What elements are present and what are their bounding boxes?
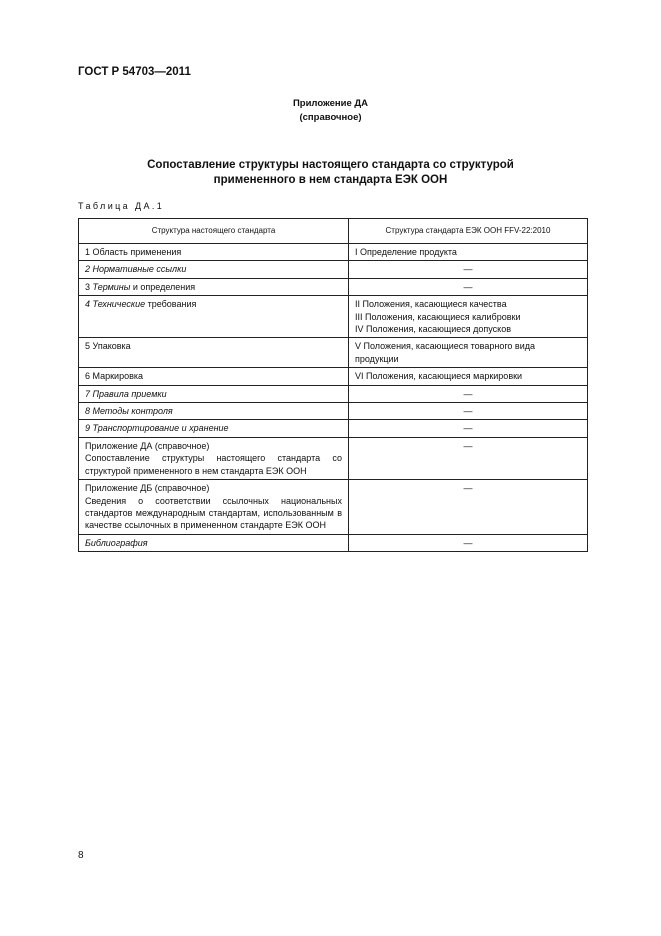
cell-text: V Положения, касающиеся товарного вида продукции: [355, 341, 535, 364]
cell-text: II Положения, касающиеся качества: [355, 299, 507, 310]
cell-national-section: [79, 385, 349, 402]
dash-placeholder: —: [463, 423, 473, 434]
structure-comparison-table: [78, 218, 588, 552]
table-row: [79, 385, 588, 402]
cell-text: 7 Правила приемки: [85, 388, 167, 399]
cell-unece-section: [349, 244, 588, 261]
dash-placeholder: —: [463, 281, 473, 292]
title-line-2: примененного в нем стандарта ЕЭК ООН: [213, 174, 448, 186]
table-row: [79, 480, 588, 535]
table-row: [79, 368, 588, 385]
cell-text: IV Положения, касающиеся допусков: [355, 324, 511, 335]
cell-unece-section: [349, 368, 588, 385]
cell-unece-section: [349, 420, 588, 437]
cell-text: Термины: [92, 281, 131, 292]
cell-text: I Определение продукта: [355, 247, 457, 257]
table-row: [79, 437, 588, 479]
cell-text: Сведения о соответствии ссылочных национальных стандартов международным стандартам, использованным в качестве ссылочных в примененном стандарте ЕЭК ООН: [85, 495, 342, 531]
document-header: ГОСТ Р 54703—2011: [78, 66, 191, 78]
cell-unece-section: [349, 480, 588, 535]
cell-national-section: [79, 368, 349, 385]
cell-text: 3: [85, 281, 93, 292]
cell-unece-section: [349, 437, 588, 479]
table-caption: Таблица ДА.1: [78, 201, 165, 211]
table-row: [79, 261, 588, 278]
cell-text: III Положения, касающиеся калибровки: [355, 311, 521, 322]
cell-text: Приложение ДБ (справочное): [85, 483, 210, 494]
cell-text: требования: [145, 299, 197, 310]
cell-national-section: [79, 403, 349, 420]
cell-text: и определения: [130, 281, 196, 292]
cell-text: 1 Область применения: [85, 247, 182, 257]
cell-text: 2: [85, 264, 93, 275]
cell-unece-section: [349, 534, 588, 551]
cell-unece-section: [349, 403, 588, 420]
table-row: [79, 338, 588, 368]
dash-placeholder: —: [463, 406, 473, 417]
cell-national-section: [79, 534, 349, 551]
cell-national-section: [79, 296, 349, 338]
header-unece-standard: Структура стандарта ЕЭК ООН FFV-22:2010: [349, 219, 588, 244]
table-row: [79, 278, 588, 295]
table-row: [79, 296, 588, 338]
cell-text: 6 Маркировка: [85, 371, 144, 382]
cell-national-section: [79, 261, 349, 278]
cell-unece-section: [349, 278, 588, 295]
cell-national-section: [79, 278, 349, 295]
cell-national-section: [79, 420, 349, 437]
cell-unece-section: [349, 296, 588, 338]
table-row: [79, 420, 588, 437]
table-header-row: [79, 219, 588, 244]
cell-text: Приложение ДА (справочное): [85, 440, 210, 451]
cell-unece-section: [349, 385, 588, 402]
cell-text: 9 Транспортирование и хранение: [85, 423, 229, 434]
dash-placeholder: —: [463, 440, 473, 451]
cell-text: 4: [85, 299, 93, 310]
appendix-heading: [0, 97, 661, 125]
cell-national-section: [79, 480, 349, 535]
page-number: 8: [78, 850, 84, 861]
dash-placeholder: —: [463, 388, 473, 399]
cell-text: 5 Упаковка: [85, 341, 131, 352]
table-row: [79, 244, 588, 261]
cell-text: Технические: [92, 299, 146, 310]
appendix-type: (справочное): [299, 112, 362, 123]
appendix-label: Приложение ДА: [292, 98, 369, 109]
cell-text: Библиография: [85, 537, 148, 548]
cell-national-section: [79, 437, 349, 479]
cell-national-section: [79, 244, 349, 261]
cell-text: Сопоставление структуры настоящего стандарта со структурой примененного в нем стандарта ЕЭК ООН: [85, 453, 342, 476]
dash-placeholder: —: [463, 483, 473, 494]
cell-unece-section: [349, 261, 588, 278]
cell-national-section: [79, 338, 349, 368]
title-line-1: Сопоставление структуры настоящего стандарта со структурой: [147, 159, 514, 171]
dash-placeholder: —: [463, 537, 473, 548]
header-national-standard: Структура настоящего стандарта: [79, 219, 349, 244]
cell-text: VI Положения, касающиеся маркировки: [355, 371, 523, 382]
table-row: [79, 403, 588, 420]
dash-placeholder: —: [463, 264, 473, 275]
cell-text: Нормативные ссылки: [92, 264, 187, 275]
table-row: [79, 534, 588, 551]
cell-text: 8 Методы контроля: [85, 406, 173, 417]
appendix-title: [0, 158, 661, 188]
cell-unece-section: [349, 338, 588, 368]
